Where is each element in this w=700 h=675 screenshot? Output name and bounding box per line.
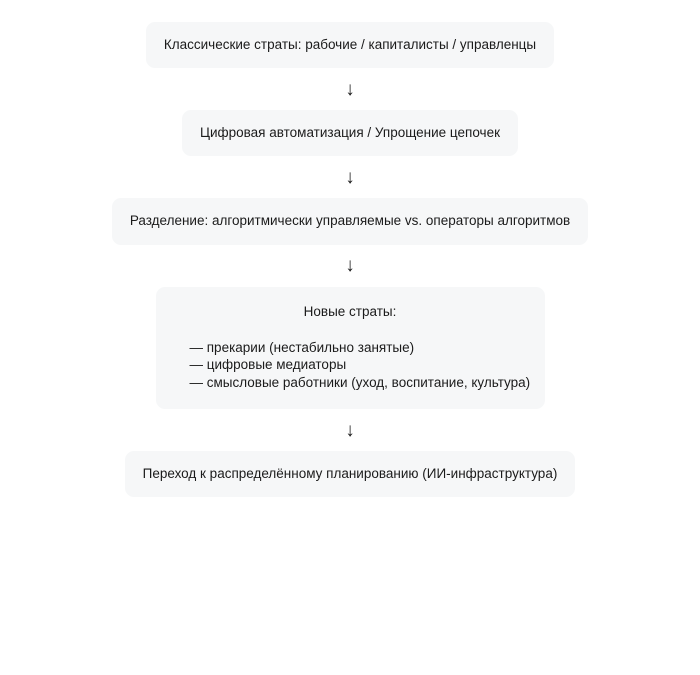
node-label: Цифровая автоматизация / Упрощение цепочек xyxy=(200,125,500,141)
list-item: — прекарии (нестабильно занятые) xyxy=(189,339,415,355)
node-classic-strata xyxy=(146,22,554,68)
list-item: — цифровые медиаторы xyxy=(189,357,347,373)
node-digital-automation xyxy=(182,110,518,156)
node-division xyxy=(112,198,588,244)
new-strata-list xyxy=(176,339,531,391)
arrow-down-icon-2: ↓ xyxy=(345,166,355,188)
list-item: — смысловые работники (уход, воспитание, культура) xyxy=(189,374,531,390)
node-label: Разделение: алгоритмически управляемые vs. операторы алгоритмов xyxy=(129,213,571,229)
arrow-down-icon-4: ↓ xyxy=(345,419,355,441)
node-label: Переход к распределённому планированию (ИИ-инфраструктура) xyxy=(142,466,558,482)
new-strata-heading: Новые страты: xyxy=(303,303,397,319)
arrow-down-icon-1: ↓ xyxy=(345,78,355,100)
node-distributed-planning xyxy=(125,451,576,497)
arrow-down-icon-3: ↓ xyxy=(345,255,355,277)
node-new-strata xyxy=(156,287,545,409)
node-label: Классические страты: рабочие / капиталисты / управленцы xyxy=(163,37,537,52)
